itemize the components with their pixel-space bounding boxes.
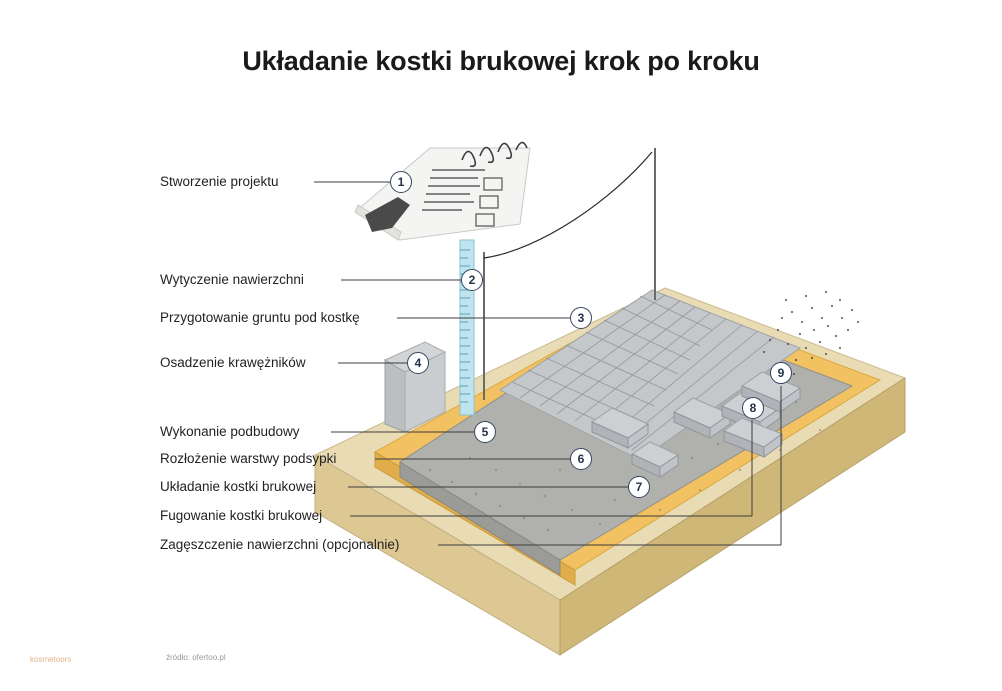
step-badge-6[interactable]: 6 (570, 448, 592, 470)
page-title: Układanie kostki brukowej krok po kroku (242, 46, 760, 76)
step-badge-9[interactable]: 9 (770, 362, 792, 384)
step-label-3: Przygotowanie gruntu pod kostkę (160, 310, 360, 325)
measuring-staff (460, 240, 474, 415)
step-badge-3[interactable]: 3 (570, 307, 592, 329)
step-label-9: Zagęszczenie nawierzchni (opcjonalnie) (160, 537, 400, 552)
step-label-4: Osadzenie krawężników (160, 355, 306, 370)
watermark-text: kosmetoors (30, 655, 72, 664)
project-plan-sheet (355, 142, 530, 240)
step-badge-8[interactable]: 8 (742, 397, 764, 419)
step-badge-1[interactable]: 1 (390, 171, 412, 193)
step-label-1: Stworzenie projektu (160, 174, 279, 189)
step-badge-5[interactable]: 5 (474, 421, 496, 443)
step-label-8: Fugowanie kostki brukowej (160, 508, 323, 523)
step-label-5: Wykonanie podbudowy (160, 424, 300, 439)
step-badge-2[interactable]: 2 (461, 269, 483, 291)
step-label-2: Wytyczenie nawierzchni (160, 272, 304, 287)
step-label-7: Układanie kostki brukowej (160, 479, 317, 494)
step-badge-4[interactable]: 4 (407, 352, 429, 374)
step-label-6: Rozłożenie warstwy podsypki (160, 451, 337, 466)
source-footnote: źródło: ofertoo.pl (166, 653, 226, 662)
step-badge-7[interactable]: 7 (628, 476, 650, 498)
